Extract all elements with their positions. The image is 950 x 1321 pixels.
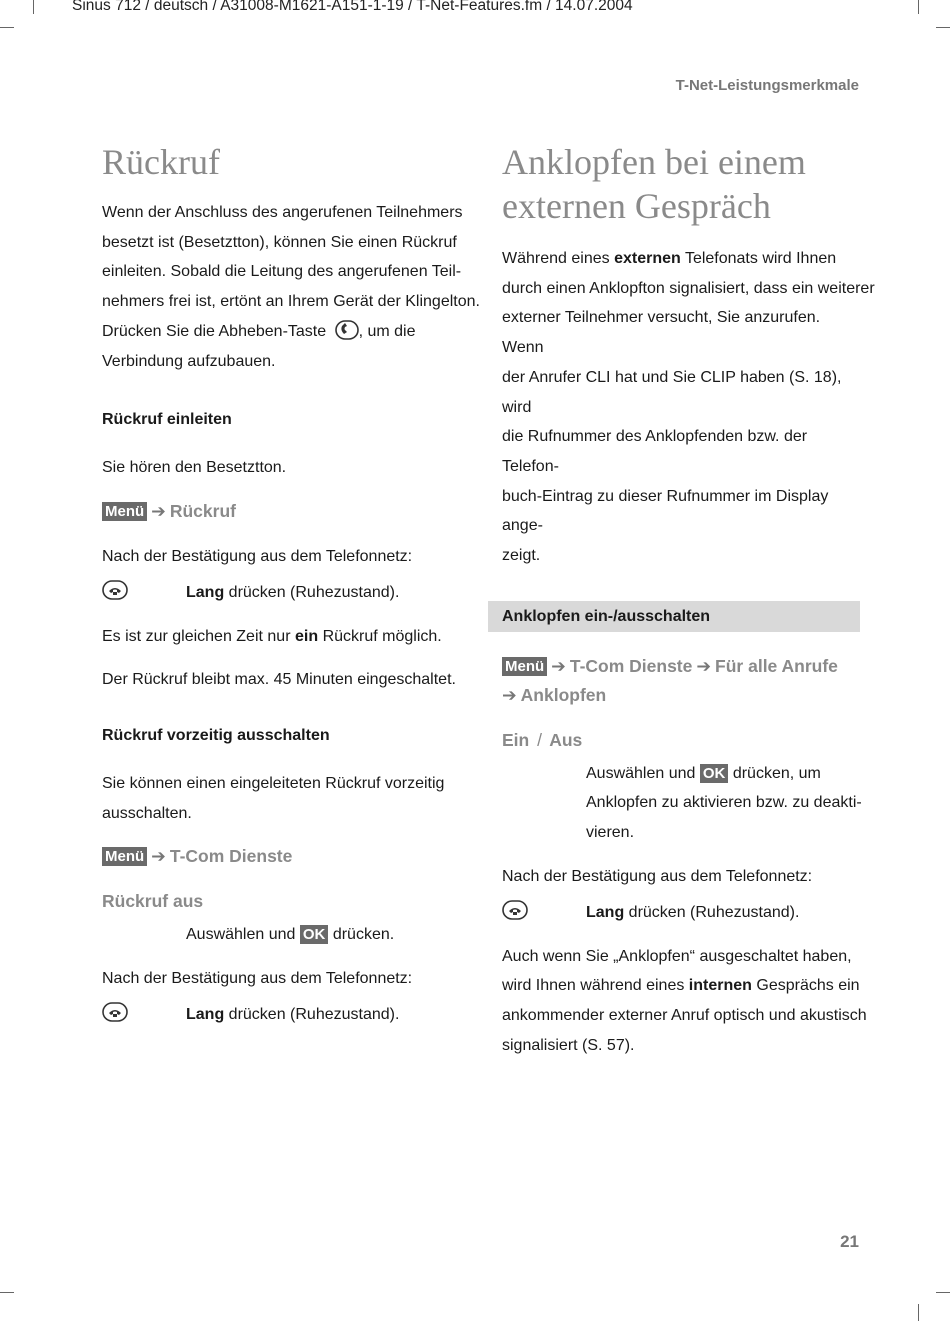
arrow-right-icon: ➔ — [551, 655, 566, 676]
menu-item: Rückruf — [169, 500, 236, 521]
body-text: zeigt. — [502, 547, 541, 565]
intro-line: Verbindung aufzubauen. — [102, 352, 276, 370]
body-text: die Rufnummer des Anklopfenden bzw. der Telefon- — [502, 428, 808, 475]
intro-line: Drücken Sie die Abheben-Taste , um die — [102, 317, 467, 347]
crop-mark — [33, 0, 34, 14]
body-text: ausschalten. — [102, 804, 192, 822]
page-number: 21 — [840, 1232, 859, 1251]
ok-key: OK — [700, 764, 729, 783]
crop-mark — [0, 1292, 14, 1293]
right-column — [502, 140, 875, 1060]
option-callback-off: Rückruf aus — [102, 891, 204, 912]
menu-item: Anklopfen — [520, 684, 607, 705]
arrow-right-icon: ➔ — [696, 655, 712, 676]
body-text: externer Teilnehmer versucht, Sie anzurufen. Wenn — [502, 309, 821, 357]
body-text: Während eines externen Telefonats wird Ihnen — [502, 250, 837, 267]
arrow-right-icon: ➔ — [151, 846, 166, 867]
talk-key-icon — [335, 320, 359, 340]
menu-path — [502, 681, 860, 710]
instruction-text: vieren. — [586, 824, 635, 842]
menu-path — [102, 842, 467, 871]
left-column — [102, 140, 480, 1030]
crop-mark — [936, 1292, 950, 1293]
ok-key: OK — [300, 925, 329, 944]
instruction-row: Lang drücken (Ruhezustand). — [102, 578, 467, 608]
subheading-start-callback: Rückruf einleiten — [102, 411, 232, 429]
menu-item: T-Com Dienste — [569, 655, 693, 676]
crop-mark — [918, 0, 919, 14]
intro-line: besetzt ist (Besetztton), können Sie einen Rückruf — [102, 233, 457, 251]
instruction-text: Auswählen und OK drücken. — [186, 926, 395, 944]
crop-mark — [918, 1304, 919, 1321]
body-text: buch-Eintrag zu dieser Rufnummer im Display ange- — [502, 487, 829, 535]
body-text: durch einen Anklopfton signalisiert, dass ein weiterer — [502, 279, 875, 297]
body-text: signalisiert (S. 57). — [502, 1036, 635, 1054]
body-text: Es ist zur gleichen Zeit nur ein Rückruf möglich. — [102, 627, 442, 645]
arrow-right-icon: ➔ — [502, 684, 517, 705]
body-text: Nach der Bestätigung aus dem Telefonnetz: — [102, 547, 413, 565]
menu-key: Menü — [502, 657, 547, 676]
body-text: Sie hören den Besetztton. — [102, 459, 287, 477]
body-text: Nach der Bestätigung aus dem Telefonnetz: — [102, 970, 413, 988]
title-call-waiting: externen Gespräch — [502, 186, 771, 226]
subheading-cancel-callback: Rückruf vorzeitig ausschalten — [102, 727, 330, 745]
title-call-waiting: Anklopfen bei einem — [502, 142, 806, 182]
intro-line: Wenn der Anschluss des angerufenen Teilnehmers — [102, 204, 463, 221]
body-text: Nach der Bestätigung aus dem Telefonnetz: — [502, 867, 813, 885]
body-text: Auch wenn Sie „Anklopfen“ ausgeschaltet haben, — [502, 947, 852, 965]
intro-line: nehmers frei ist, ertönt an Ihrem Gerät der Klingelton. — [102, 293, 480, 311]
section-label: T-Net-Leistungsmerkmale — [675, 77, 859, 94]
end-call-key-icon — [502, 900, 528, 920]
intro-line: einleiten. Sobald die Leitung des angerufenen Teil- — [102, 263, 462, 281]
body-text: der Anrufer CLI hat und Sie CLIP haben (S. 18), wird — [502, 368, 842, 416]
body-text: Sie können einen eingeleiteten Rückruf vorzeitig — [102, 775, 445, 793]
instruction-row: Lang drücken (Ruhezustand). — [102, 1000, 467, 1030]
instruction-row: Lang drücken (Ruhezustand). — [502, 898, 860, 928]
arrow-right-icon: ➔ — [151, 500, 166, 521]
end-call-key-icon — [102, 580, 128, 600]
menu-item: T-Com Dienste — [169, 846, 293, 867]
crop-mark — [936, 27, 950, 28]
menu-path — [502, 652, 860, 681]
title-rueckruf: Rückruf — [102, 142, 220, 182]
menu-key: Menü — [102, 502, 147, 521]
file-header: Sinus 712 / deutsch / A31008-M1621-A151-1-19 / T-Net-Features.fm / 14.07.2004 — [72, 0, 633, 14]
end-call-key-icon — [102, 1002, 128, 1022]
option-on-off: Ein / Aus — [502, 729, 583, 750]
body-text: ankommender externer Anruf optisch und akustisch — [502, 1006, 867, 1024]
menu-item: Für alle Anrufe — [715, 655, 838, 676]
instruction-text: Auswählen und OK drücken, um — [586, 764, 821, 782]
menu-key: Menü — [102, 847, 147, 866]
body-text: wird Ihnen während eines internen Gesprächs ein — [502, 977, 860, 995]
instruction-text: Anklopfen zu aktivieren bzw. zu deakti- — [586, 794, 862, 812]
crop-mark — [0, 27, 14, 28]
section-bar: Anklopfen ein-/ausschalten — [488, 601, 860, 632]
body-text: Der Rückruf bleibt max. 45 Minuten eingeschaltet. — [102, 671, 456, 689]
menu-path — [102, 497, 467, 526]
